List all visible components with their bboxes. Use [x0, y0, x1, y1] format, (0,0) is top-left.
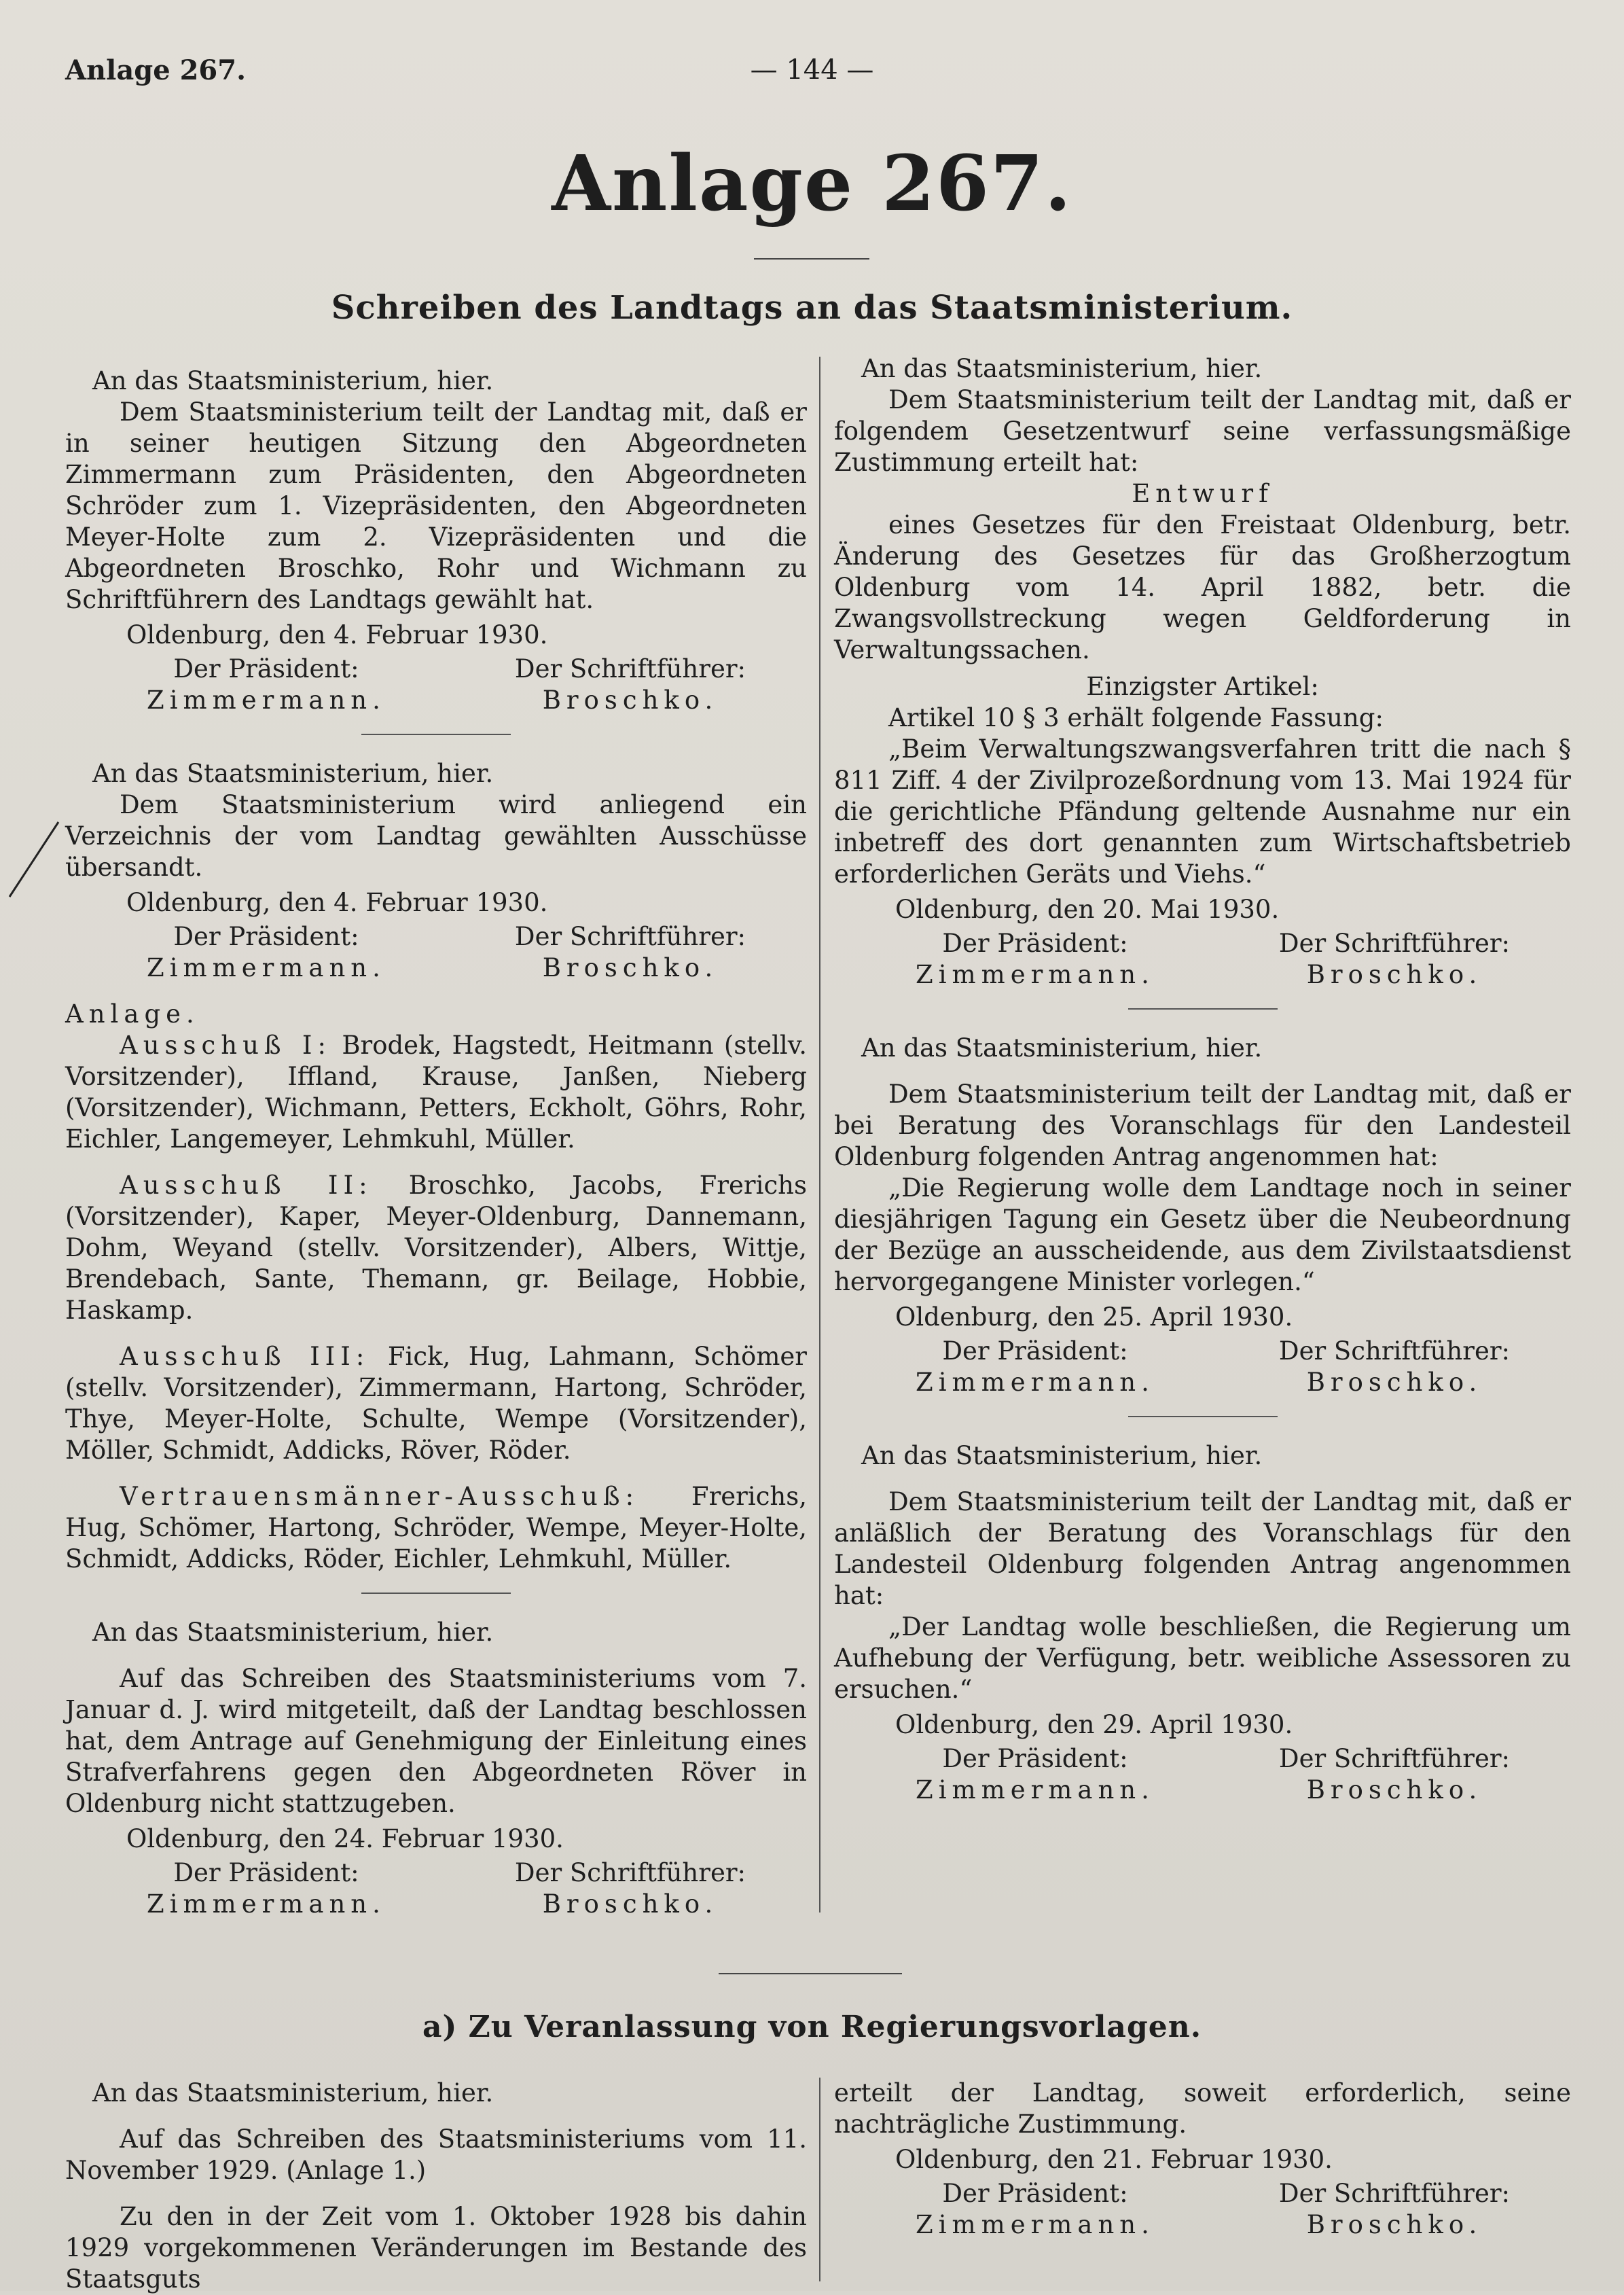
- letter-date: Oldenburg, den 4. Februar 1930.: [126, 620, 548, 650]
- president-label: Der Präsident:: [173, 1858, 359, 1887]
- committee-2: [65, 1170, 807, 1326]
- draft-text: eines Gesetzes für den Freistaat Oldenburg, betr. Änderung des Gesetzes für das Großherzogtum Oldenburg vom 14. April 1882, betr. die Zwangsvollstreckung wegen Geldforderung in Verwaltungssachen.: [834, 510, 1571, 664]
- section-divider: [361, 1593, 511, 1594]
- letter-date: Oldenburg, den 21. Februar 1930.: [895, 2145, 1333, 2174]
- section-a-divider: [719, 1973, 902, 1974]
- signature-block: [834, 1743, 1571, 1806]
- president-name: Zimmermann.: [147, 953, 386, 982]
- president-signature: [147, 921, 386, 984]
- letter-addressee: An das Staatsministerium, hier.: [92, 366, 494, 395]
- president-signature: [916, 1336, 1155, 1398]
- section-a-right-column: [834, 2078, 1571, 2241]
- column-divider-bottom: [819, 2078, 820, 2281]
- president-name: Zimmermann.: [147, 686, 386, 715]
- secretary-signature: [515, 921, 746, 984]
- committee-2-members: Broschko, Jacobs, Frerichs (Vorsitzender), Kaper, Meyer-Oldenburg, Dannemann, Dohm, Weyand (stellv. Vorsitzender), Albers, Wittje, Brendebach, Sante, Themann, gr. Beilage, Hobbie, Haskamp.: [65, 1171, 807, 1325]
- secretary-label: Der Schriftführer:: [514, 1858, 746, 1887]
- section-divider: [1128, 1008, 1278, 1010]
- secretary-label: Der Schriftführer:: [514, 922, 746, 951]
- letter-reference: Auf das Schreiben des Staatsministeriums vom 11. November 1929. (Anlage 1.): [65, 2124, 807, 2185]
- column-divider: [819, 357, 820, 1912]
- committee-1-label: Ausschuß I:: [120, 1031, 332, 1060]
- letter-6: [834, 1440, 1571, 1806]
- margin-pen-mark: [4, 819, 65, 900]
- section-a-heading: a) Zu Veranlassung von Regierungsvorlagen.: [422, 2010, 1202, 2044]
- secretary-name: Broschko.: [1306, 960, 1483, 989]
- secretary-signature: [515, 1857, 746, 1920]
- president-label: Der Präsident:: [942, 1336, 1128, 1366]
- secretary-label: Der Schriftführer:: [1278, 1744, 1510, 1773]
- motion-quote: „Die Regierung wolle dem Landtage noch in seiner diesjährigen Tagung ein Gesetz über die Neubeordnung der Bezüge an ausscheidende, aus dem Zivilstaatsdienst hervorgegangene Minister vorlegen.“: [834, 1173, 1571, 1296]
- letter-body-continued: erteilt der Landtag, soweit erforderlich, seine nachträgliche Zustimmung.: [834, 2078, 1571, 2139]
- secretary-signature: [1279, 1336, 1510, 1398]
- letter-addressee: An das Staatsministerium, hier.: [92, 2078, 494, 2107]
- draft-label: Entwurf: [1132, 479, 1274, 508]
- letter-2: [65, 758, 807, 984]
- running-header: [65, 54, 1559, 95]
- signature-block: [65, 654, 807, 716]
- letter-5: [834, 1033, 1571, 1398]
- president-name: Zimmermann.: [916, 1368, 1155, 1397]
- president-label: Der Präsident:: [173, 922, 359, 951]
- section-a-left-column: [65, 2078, 807, 2295]
- letter-4: [834, 353, 1571, 991]
- letter-3: [65, 1617, 807, 1920]
- secretary-signature: [515, 654, 746, 716]
- letter-addressee: An das Staatsministerium, hier.: [861, 1033, 1263, 1063]
- secretary-label: Der Schriftführer:: [1278, 2179, 1510, 2208]
- committee-3: [65, 1341, 807, 1466]
- letter-addressee: An das Staatsministerium, hier.: [861, 1441, 1263, 1470]
- page-title: Anlage 267.: [552, 139, 1072, 228]
- letter-date: Oldenburg, den 4. Februar 1930.: [126, 888, 548, 917]
- letter-body: Dem Staatsministerium teilt der Landtag mit, daß er bei Beratung des Voranschlags für den Landesteil Oldenburg folgenden Antrag angenommen hat:: [834, 1080, 1571, 1171]
- president-name: Zimmermann.: [916, 960, 1155, 989]
- letter-addressee: An das Staatsministerium, hier.: [861, 354, 1263, 383]
- secretary-signature: [1279, 2178, 1510, 2241]
- signature-block: [834, 928, 1571, 991]
- president-label: Der Präsident:: [173, 654, 359, 683]
- letter-body: Dem Staatsministerium wird anliegend ein Verzeichnis der vom Landtag gewählten Ausschüsse übersandt.: [65, 790, 807, 882]
- president-name: Zimmermann.: [916, 2210, 1155, 2239]
- letter-body: Dem Staatsministerium teilt der Landtag mit, daß er folgendem Gesetzentwurf seine verfassungsmäßige Zustimmung erteilt hat:: [834, 385, 1571, 477]
- letter-date: Oldenburg, den 20. Mai 1930.: [895, 895, 1280, 924]
- article-label: Einzigster Artikel:: [1086, 672, 1319, 701]
- secretary-signature: [1279, 928, 1510, 991]
- letter-body: Dem Staatsministerium teilt der Landtag mit, daß er anläßlich der Beratung des Voranschlags für den Landesteil Oldenburg folgenden Antrag angenommen hat:: [834, 1487, 1571, 1610]
- trust-committee-label: Vertrauensmänner-Ausschuß:: [120, 1482, 640, 1511]
- committee-1-members: Brodek, Hagstedt, Heitmann (stellv. Vorsitzender), Iffland, Krause, Janßen, Nieberg (Vorsitzender), Wichmann, Petters, Eckholt, Göhrs, Rohr, Eichler, Langemeyer, Lehmkuhl, Müller.: [65, 1031, 808, 1154]
- president-signature: [916, 1743, 1155, 1806]
- page-number: — 144 —: [750, 54, 874, 86]
- letter-body: Dem Staatsministerium teilt der Landtag mit, daß er in seiner heutigen Sitzung den Abgeordneten Zimmermann zum Präsidenten, den Abgeordneten Schröder zum 1. Vizepräsidenten, den Abgeordneten Meyer-Holte zum 2. Vizepräsidenten und die Abgeordneten Broschko, Rohr und Wichmann zu Schriftführern des Landtags gewählt hat.: [65, 397, 807, 614]
- president-signature: [916, 2178, 1155, 2241]
- secretary-label: Der Schriftführer:: [1278, 1336, 1510, 1366]
- secretary-name: Broschko.: [1306, 1368, 1483, 1397]
- section-divider: [361, 734, 511, 735]
- committee-2-label: Ausschuß II:: [120, 1171, 373, 1200]
- secretary-name: Broschko.: [542, 1889, 719, 1919]
- trust-committee-members: Frerichs, Hug, Schömer, Hartong, Schröder, Wempe, Meyer-Holte, Schmidt, Addicks, Röder, Eichler, Lehmkuhl, Müller.: [65, 1482, 807, 1573]
- secretary-label: Der Schriftführer:: [1278, 929, 1510, 958]
- secretary-signature: [1279, 1743, 1510, 1806]
- president-signature: [147, 654, 386, 716]
- secretary-name: Broschko.: [542, 953, 719, 982]
- trust-committee: [65, 1481, 807, 1575]
- right-column: [834, 353, 1571, 1806]
- running-title: Anlage 267.: [65, 54, 246, 86]
- letter-addressee: An das Staatsministerium, hier.: [92, 1618, 494, 1647]
- annex-label: Anlage.: [65, 999, 200, 1029]
- letter-1: [65, 366, 807, 716]
- committee-3-members: Fick, Hug, Lahmann, Schömer (stellv. Vorsitzender), Zimmermann, Hartong, Schröder, Thye, Meyer-Holte, Schulte, Wempe (Vorsitzender), Möller, Schmidt, Addicks, Röver, Röder.: [65, 1342, 807, 1465]
- letter-body: Zu den in der Zeit vom 1. Oktober 1928 bis dahin 1929 vorgekommenen Veränderungen im Bestande des Staatsguts: [65, 2202, 807, 2294]
- president-name: Zimmermann.: [916, 1775, 1155, 1804]
- article-text: Artikel 10 § 3 erhält folgende Fassung:: [888, 703, 1384, 732]
- left-column: [65, 366, 807, 1920]
- secretary-name: Broschko.: [1306, 2210, 1483, 2239]
- signature-block: [65, 921, 807, 984]
- letter-addressee: An das Staatsministerium, hier.: [92, 759, 494, 788]
- title-divider: [754, 258, 869, 260]
- president-name: Zimmermann.: [147, 1889, 386, 1919]
- president-signature: [147, 1857, 386, 1920]
- secretary-label: Der Schriftführer:: [514, 654, 746, 683]
- president-signature: [916, 928, 1155, 991]
- letter-date: Oldenburg, den 29. April 1930.: [895, 1710, 1293, 1739]
- president-label: Der Präsident:: [942, 1744, 1128, 1773]
- committee-3-label: Ausschuß III:: [120, 1342, 370, 1371]
- letter-date: Oldenburg, den 25. April 1930.: [895, 1302, 1293, 1332]
- committee-1: [65, 1030, 807, 1155]
- signature-block: [834, 2178, 1571, 2241]
- committee-annex: [65, 999, 807, 1575]
- president-label: Der Präsident:: [942, 2179, 1128, 2208]
- draft-quote: „Beim Verwaltungszwangsverfahren tritt die nach § 811 Ziff. 4 der Zivilprozeßordnung vom 13. Mai 1924 für die gerichtliche Pfändung geltende Ausnahme nur ein inbetreff des dort genannten zum Wirtschaftsbetrieb erforderlichen Geräts und Viehs.“: [834, 734, 1571, 889]
- president-label: Der Präsident:: [942, 929, 1128, 958]
- letter-date: Oldenburg, den 24. Februar 1930.: [126, 1824, 564, 1853]
- signature-block: [65, 1857, 807, 1920]
- letter-body: Auf das Schreiben des Staatsministeriums vom 7. Januar d. J. wird mitgeteilt, daß der Landtag beschlossen hat, dem Antrage auf Genehmigung der Einleitung eines Strafverfahrens gegen den Abgeordneten Röver in Oldenburg nicht stattzugeben.: [65, 1664, 807, 1818]
- section-divider: [1128, 1416, 1278, 1417]
- page-subtitle: Schreiben des Landtags an das Staatsministerium.: [331, 289, 1293, 327]
- motion-quote: „Der Landtag wolle beschließen, die Regierung um Aufhebung der Verfügung, betr. weibliche Assessoren zu ersuchen.“: [834, 1612, 1571, 1704]
- secretary-name: Broschko.: [1306, 1775, 1483, 1804]
- signature-block: [834, 1336, 1571, 1398]
- secretary-name: Broschko.: [542, 686, 719, 715]
